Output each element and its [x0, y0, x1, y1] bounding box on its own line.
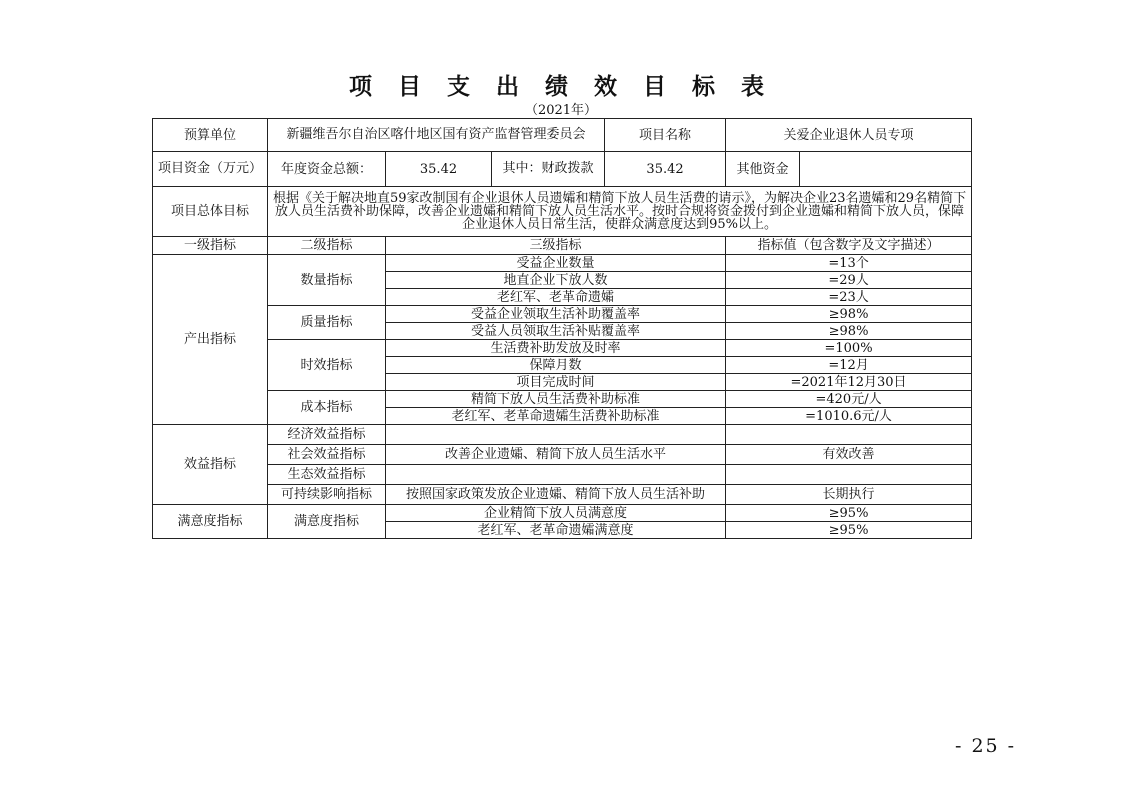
indicator-value: =12月	[726, 357, 972, 374]
col-level2: 二级指标	[268, 237, 386, 255]
indicator-value: =23人	[726, 289, 972, 306]
indicator-name: 受益企业数量	[386, 255, 726, 272]
table-row	[153, 391, 972, 408]
indicator-value: =1010.6元/人	[726, 408, 972, 425]
table-row	[153, 485, 972, 505]
indicator-value: 有效改善	[726, 445, 972, 465]
other-funds-value	[800, 152, 972, 187]
table-row	[153, 425, 972, 445]
indicator-value: 长期执行	[726, 485, 972, 505]
indicator-name	[386, 465, 726, 485]
indicator-name: 地直企业下放人数	[386, 272, 726, 289]
indicator-value: =13个	[726, 255, 972, 272]
subgroup-economic: 经济效益指标	[268, 425, 386, 445]
column-header-row	[153, 237, 972, 255]
year-label: （2021年）	[524, 103, 598, 118]
performance-table	[152, 118, 972, 539]
indicator-name: 老红军、老革命遗孀满意度	[386, 522, 726, 539]
indicator-value: =29人	[726, 272, 972, 289]
funds-label: 项目资金（万元）	[153, 152, 268, 187]
col-level3: 三级指标	[386, 237, 726, 255]
indicator-value: =100%	[726, 340, 972, 357]
group-satisfaction: 满意度指标	[153, 505, 268, 539]
annual-total-value: 35.42	[386, 152, 492, 187]
budget-unit-value: 新疆维吾尔自治区喀什地区国有资产监督管理委员会	[268, 119, 605, 152]
page-title: 项 目 支 出 绩 效 目 标 表	[348, 73, 774, 100]
indicator-name: 企业精简下放人员满意度	[386, 505, 726, 522]
fiscal-value: 35.42	[605, 152, 726, 187]
goal-row	[153, 187, 972, 237]
subgroup-timeliness: 时效指标	[268, 340, 386, 391]
indicator-name: 项目完成时间	[386, 374, 726, 391]
subgroup-social: 社会效益指标	[268, 445, 386, 465]
subgroup-satisfaction: 满意度指标	[268, 505, 386, 539]
fiscal-label: 其中：财政拨款	[492, 152, 605, 187]
indicator-name: 受益人员领取生活补贴覆盖率	[386, 323, 726, 340]
indicator-value: ≥98%	[726, 306, 972, 323]
indicator-name: 按照国家政策发放企业遗孀、精简下放人员生活补助	[386, 485, 726, 505]
group-benefit: 效益指标	[153, 425, 268, 505]
indicator-name: 改善企业遗孀、精简下放人员生活水平	[386, 445, 726, 465]
subgroup-quality: 质量指标	[268, 306, 386, 340]
indicator-value: =2021年12月30日	[726, 374, 972, 391]
subgroup-cost: 成本指标	[268, 391, 386, 425]
table-row	[153, 306, 972, 323]
table-row	[153, 465, 972, 485]
goal-text: 根据《关于解决地直59家改制国有企业退休人员遗孀和精简下放人员生活费的请示》，为解决企业23名遗孀和29名精简下放人员生活费补助保障，改善企业遗孀和精简下放人员生活水平。按时合规将资金拨付到企业遗孀和精简下放人员，保障企业退休人员日常生活，使群众满意度达到95%以上。	[268, 187, 972, 237]
project-name-value: 关爱企业退休人员专项	[726, 119, 972, 152]
page-number: - 25 -	[955, 735, 1017, 757]
table-row	[153, 445, 972, 465]
funds-row	[153, 152, 972, 187]
goal-label: 项目总体目标	[153, 187, 268, 237]
indicator-name: 保障月数	[386, 357, 726, 374]
annual-total-label: 年度资金总额：	[268, 152, 386, 187]
header-row	[153, 119, 972, 152]
indicator-name: 生活费补助发放及时率	[386, 340, 726, 357]
table-row	[153, 505, 972, 522]
col-value: 指标值（包含数字及文字描述）	[726, 237, 972, 255]
indicator-value	[726, 465, 972, 485]
group-output: 产出指标	[153, 255, 268, 425]
table-row	[153, 340, 972, 357]
indicator-name: 精简下放人员生活费补助标准	[386, 391, 726, 408]
indicator-value: =420元/人	[726, 391, 972, 408]
subgroup-quantity: 数量指标	[268, 255, 386, 306]
subgroup-sustainable: 可持续影响指标	[268, 485, 386, 505]
indicator-value: ≥95%	[726, 505, 972, 522]
indicator-name	[386, 425, 726, 445]
table-row	[153, 255, 972, 272]
subgroup-ecological: 生态效益指标	[268, 465, 386, 485]
indicator-name: 受益企业领取生活补助覆盖率	[386, 306, 726, 323]
indicator-value: ≥95%	[726, 522, 972, 539]
project-name-label: 项目名称	[605, 119, 726, 152]
col-level1: 一级指标	[153, 237, 268, 255]
other-funds-label: 其他资金	[726, 152, 800, 187]
budget-unit-label: 预算单位	[153, 119, 268, 152]
indicator-name: 老红军、老革命遗孀	[386, 289, 726, 306]
indicator-value	[726, 425, 972, 445]
indicator-value: ≥98%	[726, 323, 972, 340]
indicator-name: 老红军、老革命遗孀生活费补助标准	[386, 408, 726, 425]
